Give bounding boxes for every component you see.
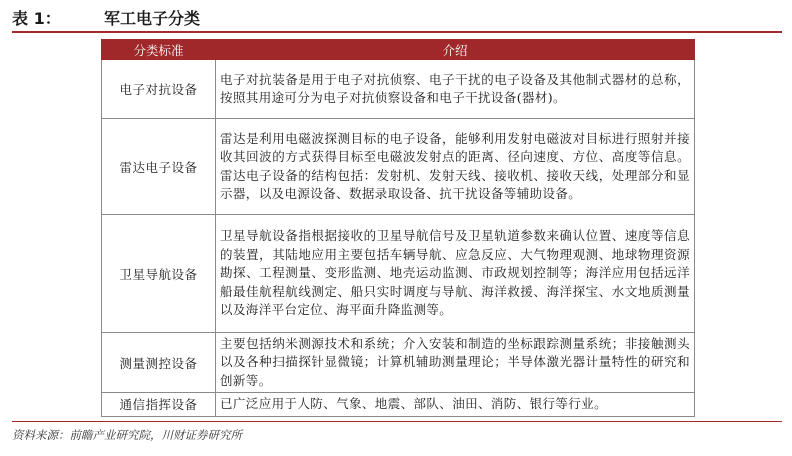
table-row bbox=[102, 60, 695, 119]
table-title: 军工电子分类 bbox=[104, 9, 201, 28]
table-label: 表 1： bbox=[12, 9, 61, 28]
title-divider bbox=[12, 31, 782, 33]
table-header-row bbox=[102, 40, 695, 60]
table-row bbox=[102, 333, 695, 393]
table-row bbox=[102, 215, 695, 333]
row-description: 电子对抗装备是用于电子对抗侦察、电子干扰的电子设备及其他制式器材的总称，按照其用途可分为电子对抗侦察设备和电子干扰设备(器材)。 bbox=[216, 60, 695, 119]
header-description: 介绍 bbox=[216, 40, 695, 60]
classification-table bbox=[101, 39, 695, 417]
table-title-bar bbox=[12, 4, 782, 30]
table-row bbox=[102, 393, 695, 416]
footer-divider bbox=[12, 421, 782, 422]
row-description: 已广泛应用于人防、气象、地震、部队、油田、消防、银行等行业。 bbox=[216, 393, 695, 416]
table-row bbox=[102, 119, 695, 215]
row-description: 卫星导航设备指根据接收的卫星导航信号及卫星轨道参数来确认位置、速度等信息的装置，其陆地应用主要包括车辆导航、应急反应、大气物理观测、地球物理资源勘探、工程测量、变形监测、地壳运动监测、市政规划控制等；海洋应用包括远洋船最佳航程航线测定、船只实时调度与导航、海洋救援、海洋探宝、水文地质测量以及海洋平台定位、海平面升降监测等。 bbox=[216, 215, 695, 333]
source-note: 资料来源：前瞻产业研究院，川财证券研究所 bbox=[12, 428, 242, 442]
row-description: 主要包括纳米测源技术和系统；介入安装和制造的坐标跟踪测量系统；非接触测头以及各种扫描探针显微镜；计算机辅助测量理论；半导体激光器计量特性的研究和创新等。 bbox=[216, 333, 695, 393]
row-category: 电子对抗设备 bbox=[102, 60, 216, 119]
header-category: 分类标准 bbox=[102, 40, 216, 60]
row-category: 测量测控设备 bbox=[102, 333, 216, 393]
row-category: 卫星导航设备 bbox=[102, 215, 216, 333]
row-category: 雷达电子设备 bbox=[102, 119, 216, 215]
row-category: 通信指挥设备 bbox=[102, 393, 216, 416]
row-description: 雷达是利用电磁波探测目标的电子设备，能够利用发射电磁波对目标进行照射并接收其回波的方式获得目标至电磁波发射点的距离、径向速度、方位、高度等信息。雷达电子设备的结构包括：发射机、发射天线、接收机、接收天线，处理部分和显示器，以及电源设备、数据录取设备、抗干扰设备等辅助设备。 bbox=[216, 119, 695, 215]
